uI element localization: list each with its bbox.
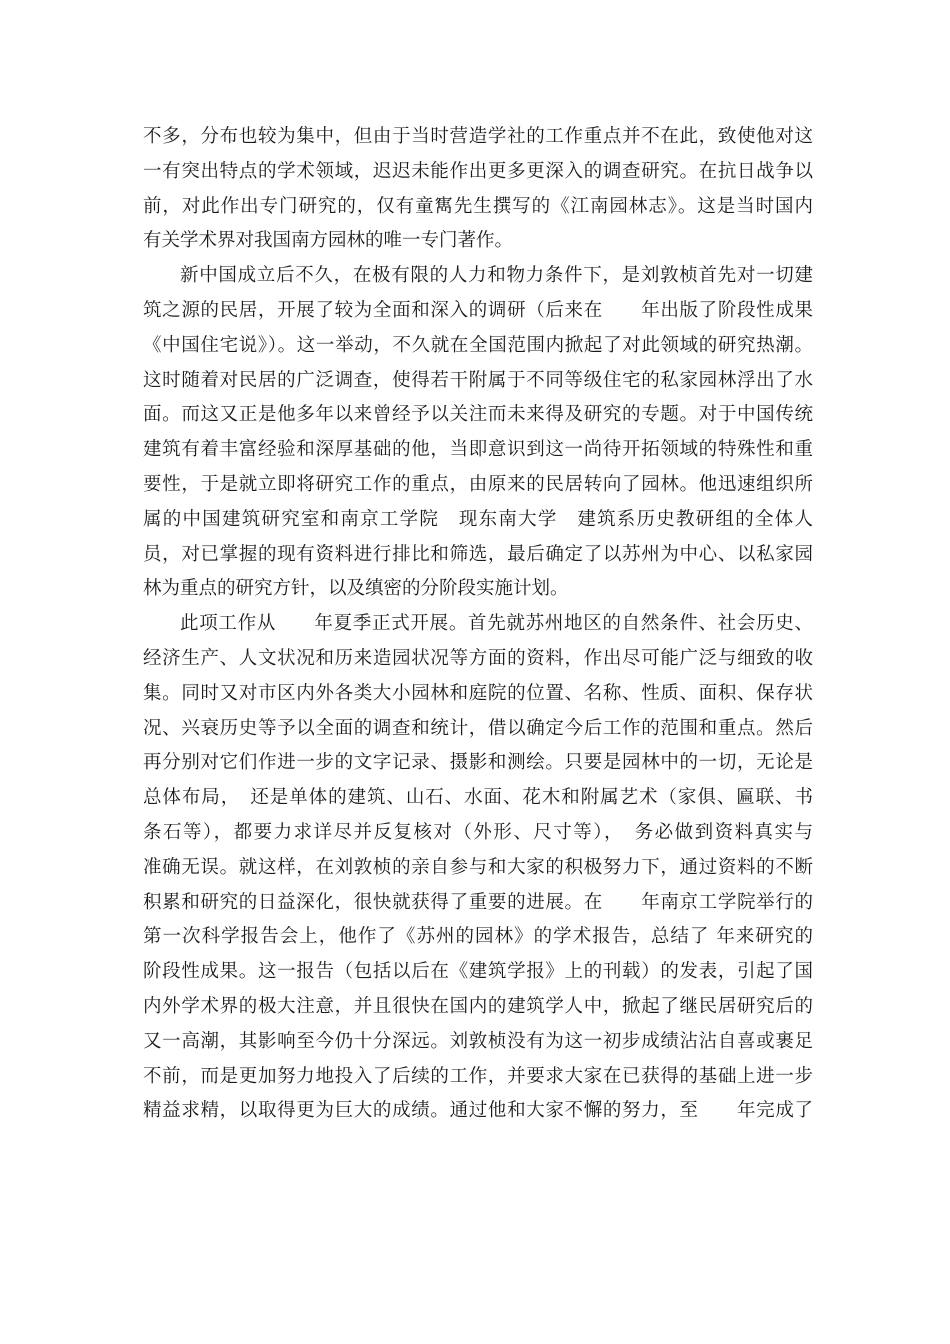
text-line: 前，对此作出专门研究的，仅有童寯先生撰写的《江南园林志》。这是当时国内 xyxy=(143,195,813,217)
text-line: 此项工作从 年夏季正式开展。首先就苏州地区的自然条件、社会历史、 xyxy=(180,613,813,635)
text-line: 林为重点的研究方针，以及缜密的分阶段实施计划。 xyxy=(143,578,569,600)
text-line: 况、兴衰历史等予以全面的调查和统计，借以确定今后工作的范围和重点。然后 xyxy=(143,717,813,739)
text-line: 精益求精，以取得更为巨大的成绩。通过他和大家不懈的努力，至 年完成了 xyxy=(143,1100,813,1122)
text-line: 《中国住宅说》）。这一举动，不久就在全国范围内掀起了对此领域的研究热潮。 xyxy=(143,334,813,356)
text-line: 不前，而是更加努力地投入了后续的工作，并要求大家在已获得的基础上进一步 xyxy=(143,1065,813,1087)
text-line: 新中国成立后不久，在极有限的人力和物力条件下，是刘敦桢首先对一切建 xyxy=(180,265,813,287)
text-line: 建筑有着丰富经验和深厚基础的他，当即意识到这一尚待开拓领域的特殊性和重 xyxy=(143,439,813,461)
text-line: 有关学术界对我国南方园林的唯一专门著作。 xyxy=(143,230,514,252)
text-line: 筑之源的民居，开展了较为全面和深入的调研（后来在 年出版了阶段性成果 xyxy=(143,299,813,321)
text-line: 再分别对它们作进一步的文字记录、摄影和测绘。只要是园林中的一切，无论是 xyxy=(143,752,813,774)
text-line: 内外学术界的极大注意，并且很快在国内的建筑学人中，掀起了继民居研究后的 xyxy=(143,995,813,1017)
text-line: 积累和研究的日益深化，很快就获得了重要的进展。在 年南京工学院举行的 xyxy=(143,891,813,913)
text-line: 不多，分布也较为集中，但由于当时营造学社的工作重点并不在此，致使他对这 xyxy=(143,126,813,147)
text-line: 第一次科学报告会上，他作了《苏州的园林》的学术报告，总结了 年来研究的 xyxy=(143,926,813,948)
body-text xyxy=(143,120,813,1129)
text-line: 员，对已掌握的现有资料进行排比和筛选，最后确定了以苏州为中心、以私家园 xyxy=(143,543,813,565)
text-line: 要性，于是就立即将研究工作的重点，由原来的民居转向了园林。他迅速组织所 xyxy=(143,473,813,495)
paragraph-3 xyxy=(143,607,813,1129)
text-line: 阶段性成果。这一报告（包括以后在《建筑学报》上的刊载）的发表，引起了国 xyxy=(143,961,813,983)
text-line: 总体布局， 还是单体的建筑、山石、水面、花木和附属艺术（家俱、匾联、书 xyxy=(143,787,813,809)
text-line: 属的中国建筑研究室和南京工学院 现东南大学 建筑系历史教研组的全体人 xyxy=(143,508,813,530)
text-line: 条石等），都要力求详尽并反复核对（外形、尺寸等）， 务必做到资料真实与 xyxy=(143,821,813,843)
text-line: 这时随着对民居的广泛调查，使得若干附属于不同等级住宅的私家园林浮出了水 xyxy=(143,369,813,391)
text-line: 经济生产、人文状况和历来造园状况等方面的资料，作出尽可能广泛与细致的收 xyxy=(143,647,813,669)
text-line: 面。而这又正是他多年以来曾经予以关注而未来得及研究的专题。对于中国传统 xyxy=(143,404,813,426)
text-line: 又一高潮，其影响至今仍十分深远。刘敦桢没有为这一初步成绩沾沾自喜或裹足 xyxy=(143,1030,813,1052)
text-line: 准确无误。就这样，在刘敦桢的亲自参与和大家的积极努力下，通过资料的不断 xyxy=(143,856,813,878)
text-line: 集。同时又对市区内外各类大小园林和庭院的位置、名称、性质、面积、保存状 xyxy=(143,682,813,704)
paragraph-2 xyxy=(143,259,813,607)
paragraph-1 xyxy=(143,120,813,259)
text-line: 一有突出特点的学术领域，迟迟未能作出更多更深入的调查研究。在抗日战争以 xyxy=(143,160,813,182)
